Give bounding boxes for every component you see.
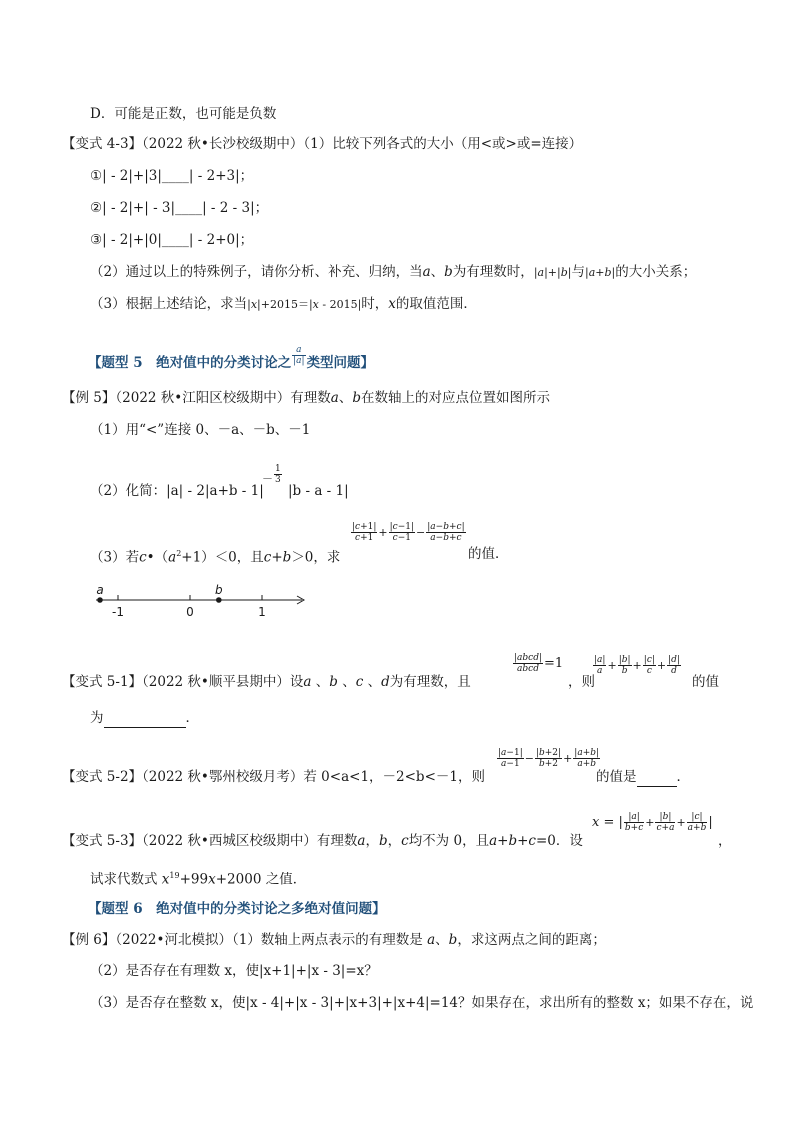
v51-answer-line: 为 ． [90,710,199,726]
comma: ， [718,833,732,849]
e6-question-3: （3）是否存在整数 x，使|x - 4|+|x - 3|+|x+3|+|x+4|=14？如果存在，求出所有的整数 x；如果不存在，说 [90,995,754,1011]
e5-question-3: （3）若$c•(a^2+1)<0$，且c+b＞0，求 [90,549,341,566]
e5-q3-text-c: ＞0，求 [291,549,341,566]
example-6: 【例 6】（2022•河北模拟）（1）数轴上两点表示的有理数是 a、b，求这两点之间的距离； [62,932,606,948]
v53-question: 试求代数式 $x^{19}+99x+2000$ 之值． [90,871,307,888]
e5-question-2 [90,482,264,500]
topic-6-heading: 【题型 6 绝对值中的分类讨论之多绝对值问题】 [88,901,386,917]
v51-text-4: 的值 [692,674,719,690]
variant-text: （2022 秋•长沙校级期中）（1）比较下列各式的大小（用<或>或=连接） [142,136,583,152]
question-3: （3）根据上述结论，求当|x|+2015＝|x - 2015|时，x的取值范围． [90,296,477,312]
point-a-label: a [96,583,104,597]
example-text: （2022 秋•江阳区校级期中）有理数 [115,390,331,406]
v51-text-3: ，则 [568,674,595,690]
e5-q2-text: （2）化简：|a| - 2|a+b - 1| [90,483,264,499]
v51-text-5: 为 [90,710,104,726]
v52-expression: $\frac{|a-1|}{a-1}$ − $\frac{|b+2|}{b+2}$ + $\frac{|a+b|}{a+b}$ [498,748,600,769]
q3-text-a: （3）根据上述结论，求当 [90,296,248,312]
variant-tag: 【变式 5-3】 [62,833,143,849]
variant-tag: 【变式 4-3】 [62,136,143,152]
variant-text-2: 均不为 0，且 [408,833,490,849]
answer-blank [104,709,186,728]
q3-text-c: 的取值范围． [395,296,477,312]
v53-text-4: 试求代数式 [90,871,158,888]
tick-label: -1 [112,605,124,619]
question-2: （2）通过以上的特殊例子，请你分析、补充、归纳，当a、b为有理数时，|a|+|b|与|a+b|的大小关系； [90,264,697,280]
v51-expression: $\frac{|a|}{a}$ + $\frac{|b|}{b}$ + $\frac{|c|}{c}$ + $\frac{|d|}{d}$ [594,655,680,676]
v51-condition: $\frac{\text{|abcd|}}{\text{abcd}}$ =1 [514,653,564,674]
variant-text-2: 为有理数，且 [389,674,471,690]
variant-4-3 [62,135,582,153]
variant-5-3: 【变式 5-3】（2022 秋•西城区校级期中）有理数a，b，c均不为 0，且a+b+c=0．设 [62,833,583,849]
example-text-2: ，求这两点之间的距离； [457,932,606,948]
variant-tag: 【变式 5-2】 [62,769,143,785]
variant-text: （2022 秋•顺平县期中）设 [142,674,304,690]
example-tag: 【例 5】 [62,390,116,406]
example-text-2: 在数轴上的对应点位置如图所示 [360,390,550,406]
e5-question-1: （1）用“<”连接 0、－a、－b、－1 [90,422,311,438]
variant-tag: 【变式 5-1】 [62,674,143,690]
point-b-label: b [214,583,223,597]
compare-item-3: ③| - 2|+|0|____| - 2+0|； [90,232,254,248]
e5-q3-tail: 的值． [468,546,509,562]
number-line-figure [92,582,314,622]
topic-5-text-b: 类型问题】 [306,355,375,371]
tick-label: 0 [186,605,194,619]
example-5: 【例 5】（2022 秋•江阳区校级期中）有理数a、b在数轴上的对应点位置如图所示 [62,390,550,406]
point-a [97,597,103,603]
e5-q3-expression: $\frac{|c+1|}{c+1}$ + $\frac{|c-1|}{c-1}$ − $\frac{|a-b+c|}{a-b+c}$ [352,522,465,543]
point-b [216,597,222,603]
example-tag: 【例 6】 [62,932,116,948]
variant-text: （2022 秋•鄂州校级月考）若 0<a<1，－2<b<－1，则 [142,769,485,785]
topic-5-text-a: 【题型 5 绝对值中的分类讨论之 [88,355,292,371]
topic-5-heading: 【题型 5 绝对值中的分类讨论之 $\frac{a}{|a|}$ 类型问题】 [88,345,375,371]
q2-text-b: 为有理数时， [452,264,534,280]
option-d: D．可能是正数，也可能是负数 [90,106,277,122]
e5-q2-fraction: － $\frac{1}{3}$ [262,464,281,485]
variant-text-3: ．设 [555,833,583,849]
q3-text-b: 时， [361,296,389,312]
compare-item-1: ①| - 2|+|3|____| - 2+3|； [90,168,254,184]
e5-q3-text-a: （3）若 [90,549,140,566]
variant-5-2 [62,768,485,786]
q2-text-c: 与 [571,264,585,280]
e6-question-2: （2）是否存在有理数 x，使|x+1|+|x - 3|=x？ [90,963,378,979]
v52-tail: 的值是 ． [596,769,690,785]
compare-item-2: ②| - 2|+| - 3|____| - 2 - 3|； [90,200,269,216]
q2-text-a: （2）通过以上的特殊例子，请你分析、补充、归纳，当 [90,264,423,280]
v53-expression: x = | $\frac{|a|}{b+c}$ + $\frac{|b|}{c+a}$ + $\frac{|c|}{a+b}$ | [592,812,713,833]
tick-label: 1 [258,605,266,619]
v52-text-2: 的值是 [596,769,637,785]
variant-5-1: 【变式 5-1】（2022 秋•顺平县期中）设a 、b 、c 、d为有理数，且 [62,674,471,690]
v53-text-5: 之值． [265,871,307,888]
q2-text-d: 的大小关系； [615,264,697,280]
e5-q2-tail: |b - a - 1| [288,483,349,499]
e5-q3-text-b: ＜0，且 [214,549,264,566]
example-text: （2022•河北模拟）（1）数轴上两点表示的有理数是 [115,932,423,948]
variant-text: （2022 秋•西城区校级期中）有理数 [142,833,358,849]
answer-blank [637,768,677,787]
